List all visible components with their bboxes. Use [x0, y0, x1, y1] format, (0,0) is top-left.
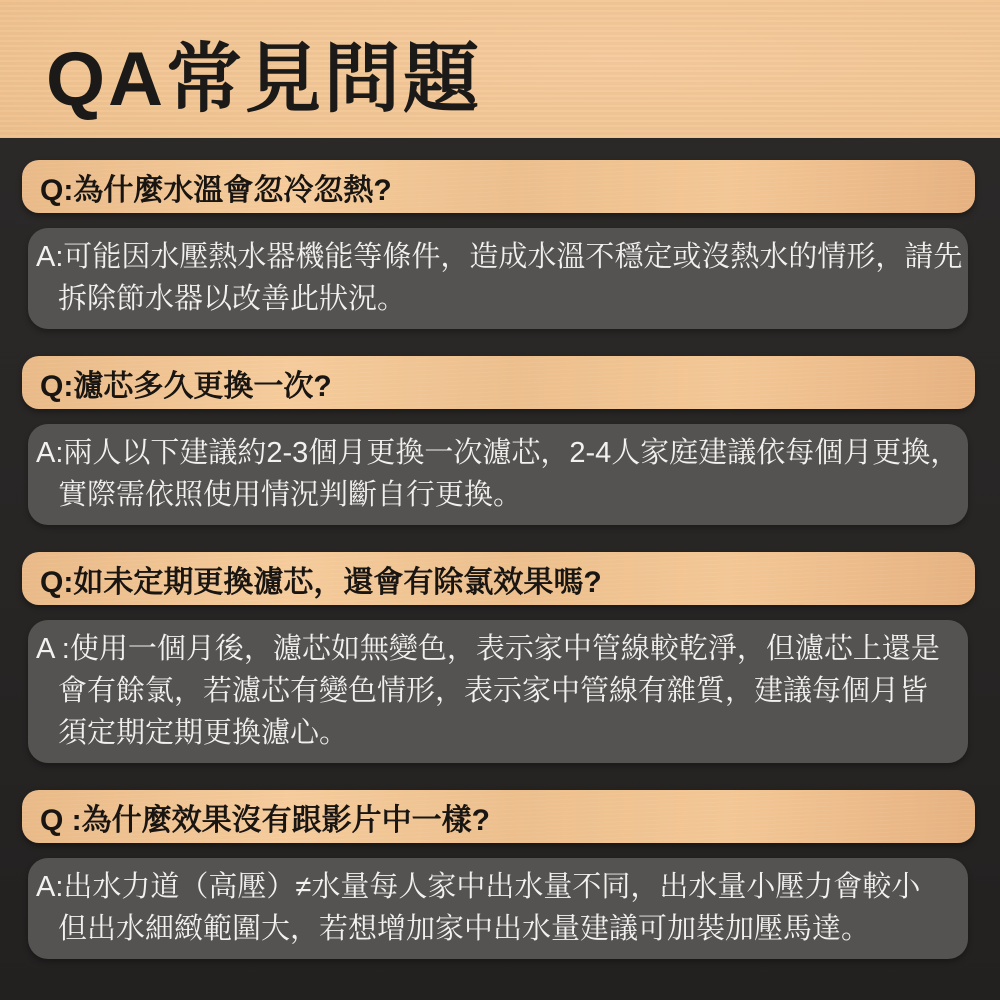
- page-title: QA常見問題: [46, 36, 482, 122]
- answer-panel-4: [28, 858, 968, 959]
- question-bar-2: [22, 356, 975, 409]
- page-header: [0, 0, 1000, 138]
- question-bar-4: [22, 790, 975, 843]
- answer-line: A:可能因水壓熱水器機能等條件，造成水溫不穩定或沒熱水的情形，請先: [36, 241, 963, 273]
- answer-line: 須定期定期更換濾心。: [58, 717, 349, 749]
- answer-panel-2: [28, 424, 968, 525]
- question-text: Q:濾芯多久更換一次?: [40, 369, 332, 403]
- answer-line: 拆除節水器以改善此狀況。: [58, 283, 407, 315]
- question-bar-1: [22, 160, 975, 213]
- qa-list: [0, 138, 1000, 959]
- question-text: Q:為什麼水溫會忽冷忽熱?: [40, 173, 392, 207]
- answer-panel-3: [28, 620, 968, 763]
- answer-line: A:兩人以下建議約2-3個月更換一次濾芯，2-4人家庭建議依每個月更換，: [36, 437, 960, 469]
- answer-line: 會有餘氯，若濾芯有變色情形，表示家中管線有雜質，建議每個月皆: [58, 675, 929, 707]
- question-text: Q :為什麼效果沒有跟影片中一樣?: [40, 803, 490, 837]
- answer-line: A:出水力道（高壓）≠水量每人家中出水量不同，出水量小壓力會較小: [36, 871, 921, 903]
- answer-line: 但出水細緻範圍大，若想增加家中出水量建議可加裝加壓馬達。: [58, 913, 871, 945]
- answer-line: A :使用一個月後，濾芯如無變色，表示家中管線較乾淨，但濾芯上還是: [36, 633, 940, 665]
- answer-line: 實際需依照使用情況判斷自行更換。: [58, 479, 523, 511]
- answer-panel-1: [28, 228, 968, 329]
- question-bar-3: [22, 552, 975, 605]
- question-text: Q:如未定期更換濾芯，還會有除氯效果嗎?: [40, 565, 602, 599]
